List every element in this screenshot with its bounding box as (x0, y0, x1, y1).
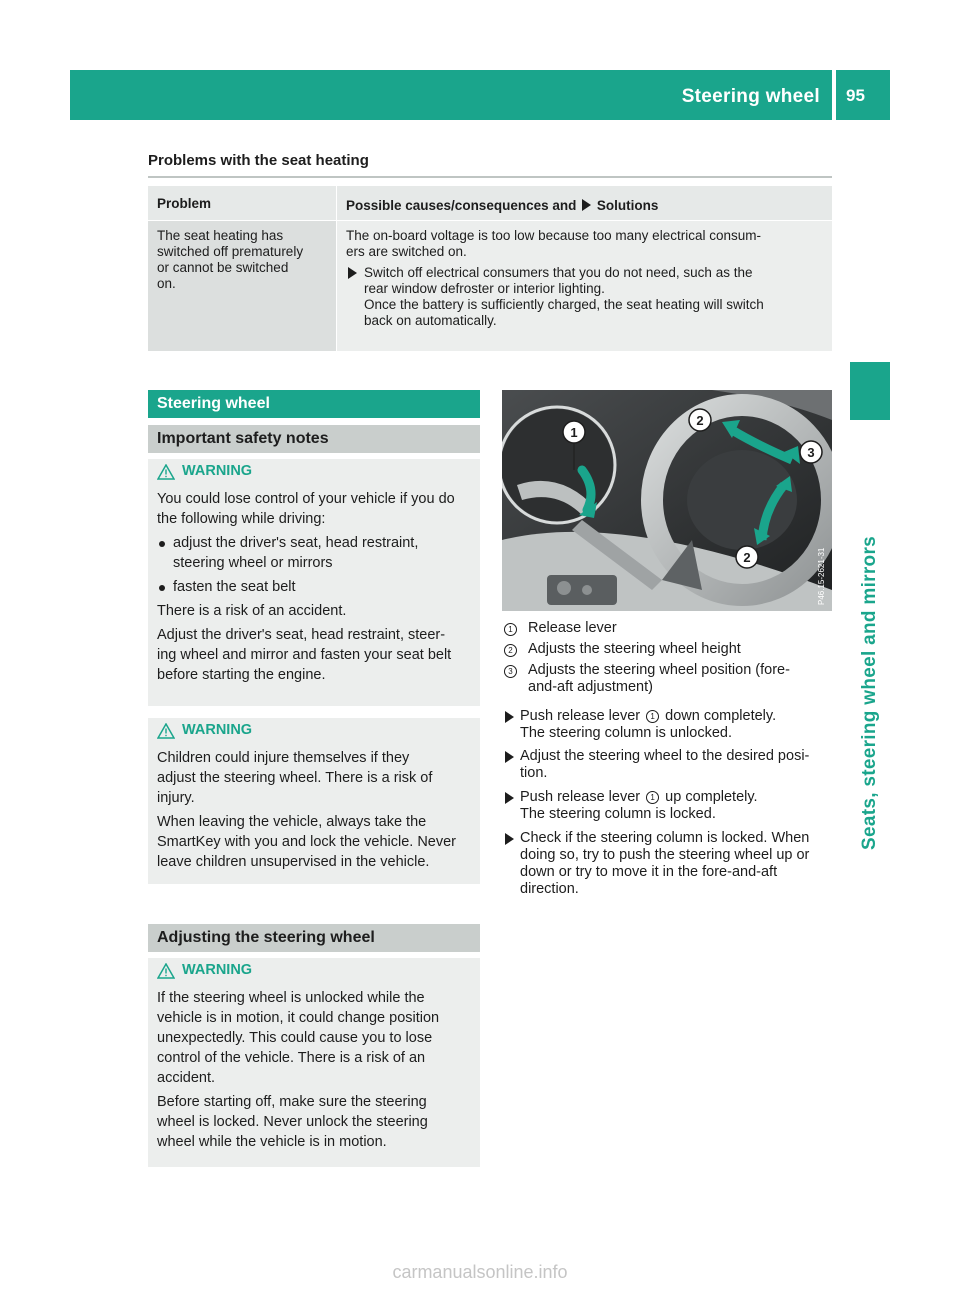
col-solutions-pre: Possible causes/consequences and (346, 198, 577, 213)
problem-line: on. (157, 276, 176, 291)
warning-line: unexpectedly. This could cause you to lose (157, 1030, 433, 1046)
warning-text (157, 988, 477, 1152)
step-line: Once the battery is sufficiently charged, the seat heating will switch (364, 297, 764, 312)
step-line: doing so, try to push the steering wheel up or (520, 847, 810, 863)
problem-line: The seat heating has (157, 228, 284, 243)
callout-2-icon: 2 (504, 644, 517, 657)
page-number: 95 (846, 86, 865, 105)
callout-3-icon (800, 441, 822, 463)
step-line (502, 789, 832, 806)
col-solutions-post: Solutions (596, 198, 659, 213)
warning-line: You could lose control of your vehicle if you do (157, 491, 455, 507)
step-line: Switch off electrical consumers that you do not need, such as the (364, 265, 753, 280)
figure-code: P46.15-2621-31 (817, 547, 826, 605)
warning-line: Adjust the driver's seat, head restraint, steer- (157, 627, 446, 643)
callout-1-icon: 1 (504, 623, 517, 636)
warning-title-text: WARNING (182, 962, 253, 978)
legend-item (502, 662, 832, 696)
side-tab-label-wrap (838, 430, 902, 850)
warning-risk: There is a risk of an accident. (157, 603, 347, 619)
warning-box (148, 958, 480, 1167)
col-solutions-label (346, 198, 658, 213)
step-text: down completely. (665, 708, 777, 724)
step-line: down or try to move it in the fore-and-aft (520, 864, 778, 880)
legend-text: Release lever (528, 620, 617, 636)
callout-3-icon: 3 (504, 665, 517, 678)
step-text: Push release lever (520, 708, 641, 724)
step-line: Adjust the steering wheel to the desired posi- (520, 748, 810, 764)
legend-text: and-aft adjustment) (528, 679, 653, 695)
table-cell-problem (148, 221, 336, 351)
warning-line: vehicle is in motion, it could change position (157, 1010, 440, 1026)
step-text: up completely. (665, 789, 758, 805)
header-separator (832, 70, 836, 120)
warning-line: wheel while the vehicle is in motion. (157, 1134, 387, 1150)
side-tab-label: Seats, steering wheel and mirrors (859, 535, 880, 850)
warning-line: When leaving the vehicle, always take the (157, 814, 427, 830)
step-arrow-icon (505, 751, 514, 763)
adjusting-heading (148, 924, 480, 952)
table-header-solutions (337, 186, 832, 220)
callout-1-icon: 1 (646, 710, 659, 723)
step-arrow-icon (505, 833, 514, 845)
legend-text: Adjusts the steering wheel position (fore- (528, 662, 790, 678)
step-arrow-icon (505, 711, 514, 723)
warning-line: accident. (157, 1070, 216, 1086)
legend-text: Adjusts the steering wheel height (528, 641, 741, 657)
bullet-item (157, 577, 477, 597)
instruction-step (502, 830, 832, 898)
bullet-line: fasten the seat belt (173, 579, 296, 595)
warning-line: control of the vehicle. There is a risk of an (157, 1050, 426, 1066)
legend-item (502, 641, 832, 658)
instruction-step (502, 748, 832, 782)
problems-heading: Problems with the seat heating (148, 152, 369, 169)
warning-triangle-icon (157, 963, 175, 979)
step-line: tion. (520, 765, 548, 781)
warning-line: adjust the steering wheel. There is a risk of (157, 770, 433, 786)
warning-triangle-icon (157, 723, 175, 739)
warning-line: leave children unsupervised in the vehicle. (157, 854, 430, 870)
step-text: Push release lever (520, 789, 641, 805)
watermark: carmanualsonline.info (392, 1262, 568, 1282)
warning-line: injury. (157, 790, 195, 806)
warning-line: If the steering wheel is unlocked while the (157, 990, 425, 1006)
step-arrow-icon (505, 792, 514, 804)
instruction-step (502, 789, 832, 823)
step-line: back on automatically. (364, 313, 497, 328)
callout-label: 1 (570, 425, 578, 440)
callout-2-bottom-icon (736, 546, 758, 568)
warning-line: SmartKey with you and lock the vehicle. Never (157, 834, 456, 850)
problem-text (157, 228, 303, 292)
bullet-line: adjust the driver's seat, head restraint, (173, 535, 419, 551)
solution-step (346, 265, 826, 329)
step-line: direction. (520, 881, 579, 897)
problem-line: switched off prematurely (157, 244, 304, 259)
callout-2-top-icon (689, 409, 711, 431)
callout-1-icon: 1 (646, 791, 659, 804)
steering-wheel-heading-text: Steering wheel (157, 395, 270, 412)
col-problem-label: Problem (157, 196, 212, 211)
table-cell-solution (337, 221, 832, 351)
step-result: The steering column is unlocked. (520, 725, 732, 741)
warning-title-text: WARNING (182, 722, 253, 738)
warning-line: the following while driving: (157, 511, 326, 527)
callout-label: 2 (743, 550, 751, 565)
header-title: Steering wheel (681, 86, 820, 107)
callout-label: 2 (696, 413, 704, 428)
problem-line: or cannot be switched (157, 260, 289, 275)
adjusting-heading-text: Adjusting the steering wheel (157, 929, 375, 946)
warning-box (148, 718, 480, 884)
steering-wheel-heading (148, 390, 480, 418)
warning-box (148, 459, 480, 706)
side-tab-marker (850, 362, 890, 420)
warning-line: Before starting off, make sure the steering (157, 1094, 427, 1110)
warning-title-text: WARNING (182, 463, 253, 479)
warning-triangle-icon (157, 464, 175, 480)
heading-rule (148, 176, 832, 178)
instruction-step (502, 708, 832, 742)
steering-wheel-figure (502, 390, 832, 611)
warning-line: before starting the engine. (157, 667, 326, 683)
step-line: Check if the steering column is locked. When (520, 830, 810, 846)
cause-line: ers are switched on. (346, 244, 467, 259)
warning-line: wheel is locked. Never unlock the steering (157, 1114, 428, 1130)
warning-line: ing wheel and mirror and fasten your seat belt (157, 647, 452, 663)
steering-wheel-illustration (502, 390, 832, 611)
cause-line: The on-board voltage is too low because too many electrical consum- (346, 228, 761, 243)
warning-text (157, 748, 477, 872)
step-arrow-icon (582, 199, 591, 211)
step-arrow-icon (348, 267, 357, 279)
table-header-problem (148, 186, 336, 220)
legend-item (502, 620, 832, 637)
step-line: rear window defroster or interior lighting. (364, 281, 605, 296)
warning-line: Children could injure themselves if they (157, 750, 410, 766)
step-line (502, 708, 832, 725)
solution-text (346, 228, 826, 329)
warning-text (157, 489, 477, 685)
callout-label: 3 (807, 445, 815, 460)
bullet-item (157, 533, 477, 573)
safety-notes-heading-text: Important safety notes (157, 430, 329, 447)
step-result: The steering column is locked. (520, 806, 716, 822)
bullet-line: steering wheel or mirrors (173, 555, 333, 571)
safety-notes-heading (148, 425, 480, 453)
